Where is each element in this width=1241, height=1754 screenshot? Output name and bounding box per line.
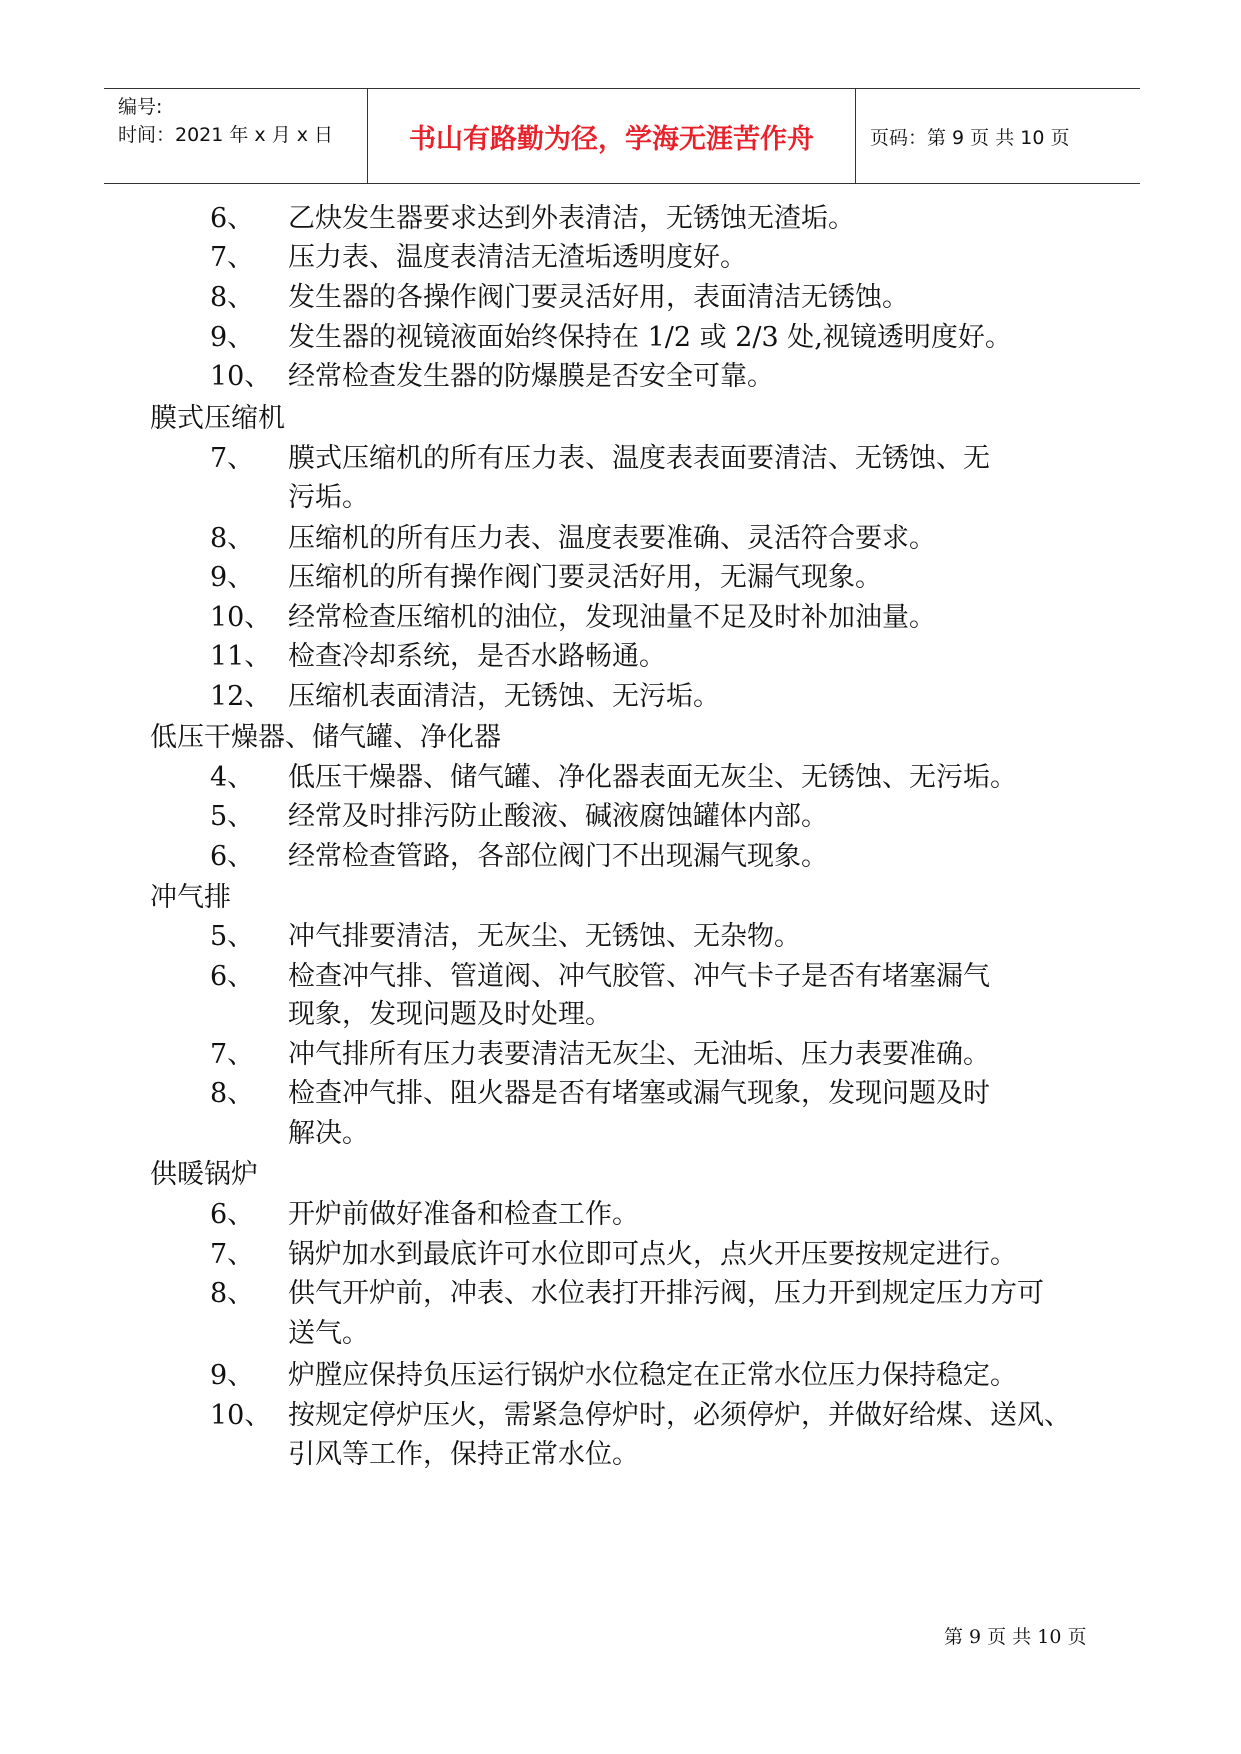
list-item-number: 8、: [210, 282, 255, 313]
list-item-number: 7、: [210, 242, 255, 273]
list-item-number: 6、: [210, 961, 255, 992]
list-item-number: 5、: [210, 801, 255, 832]
list-item-text: 检查冲气排、管道阀、冲气胶管、冲气卡子是否有堵塞漏气: [288, 961, 990, 992]
list-item-number: 5、: [210, 921, 255, 952]
list-item-number: 4、: [210, 762, 255, 793]
list-item-number: 8、: [210, 523, 255, 554]
list-item-text: 经常检查管路，各部位阀门不出现漏气现象。: [288, 841, 828, 872]
list-item-text: 检查冲气排、阻火器是否有堵塞或漏气现象，发现问题及时: [288, 1078, 990, 1109]
list-item-text: 炉膛应保持负压运行锅炉水位稳定在正常水位压力保持稳定。: [288, 1360, 1017, 1391]
list-item-number: 10、: [210, 602, 272, 633]
list-item-number: 6、: [210, 203, 255, 234]
header-motto-cell: [368, 89, 856, 183]
list-item-number: 9、: [210, 562, 255, 593]
serial-label: 编号:: [118, 96, 163, 118]
list-item-text: 膜式压缩机的所有压力表、温度表表面要清洁、无锈蚀、无: [288, 443, 990, 474]
list-item-number: 7、: [210, 443, 255, 474]
list-item-number: 7、: [210, 1039, 255, 1070]
list-item-text: 锅炉加水到最底许可水位即可点火，点火开压要按规定进行。: [288, 1239, 1017, 1270]
list-item-text: 现象，发现问题及时处理。: [288, 999, 612, 1030]
section-heading: 冲气排: [150, 882, 231, 913]
list-item-text: 按规定停炉压火，需紧急停炉时，必须停炉，并做好给煤、送风、: [288, 1400, 1071, 1431]
header-page-cell: [856, 89, 1140, 183]
header-page-number: 页码：第 9 页 共 10 页: [870, 126, 1070, 149]
list-item-number: 9、: [210, 1360, 255, 1391]
list-item-number: 6、: [210, 1199, 255, 1230]
list-item-number: 11、: [210, 641, 272, 672]
list-item-text: 经常检查发生器的防爆膜是否安全可靠。: [288, 361, 774, 392]
list-item-text: 污垢。: [288, 482, 369, 513]
list-item-text: 开炉前做好准备和检查工作。: [288, 1199, 639, 1230]
list-item-text: 检查冷却系统，是否水路畅通。: [288, 641, 666, 672]
list-item-number: 10、: [210, 361, 272, 392]
list-item-text: 压力表、温度表清洁无渣垢透明度好。: [288, 242, 747, 273]
list-item-text: 乙炔发生器要求达到外表清洁，无锈蚀无渣垢。: [288, 203, 855, 234]
list-item-text: 低压干燥器、储气罐、净化器表面无灰尘、无锈蚀、无污垢。: [288, 762, 1017, 793]
list-item-text: 供气开炉前，冲表、水位表打开排污阀，压力开到规定压力方可: [288, 1278, 1044, 1309]
section-heading: 供暖锅炉: [150, 1159, 258, 1190]
list-item-text: 经常检查压缩机的油位，发现油量不足及时补加油量。: [288, 602, 936, 633]
page-header: [104, 88, 1140, 184]
list-item-text: 解决。: [288, 1118, 369, 1149]
list-item-text: 冲气排所有压力表要清洁无灰尘、无油垢、压力表要准确。: [288, 1039, 990, 1070]
list-item-number: 9、: [210, 322, 255, 353]
list-item-text: 冲气排要清洁，无灰尘、无锈蚀、无杂物。: [288, 921, 801, 952]
header-meta: [104, 89, 368, 183]
section-heading: 低压干燥器、储气罐、净化器: [150, 722, 501, 753]
time-label: 时间：2021 年 x 月 x 日: [118, 124, 334, 146]
list-item-text: 压缩机的所有操作阀门要灵活好用，无漏气现象。: [288, 562, 882, 593]
list-item-text: 发生器的各操作阀门要灵活好用，表面清洁无锈蚀。: [288, 282, 909, 313]
list-item-text: 送气。: [288, 1318, 369, 1349]
list-item-number: 10、: [210, 1400, 272, 1431]
list-item-text: 引风等工作，保持正常水位。: [288, 1439, 639, 1470]
header-motto: 书山有路勤为径，学海无涯苦作舟: [409, 123, 814, 155]
list-item-number: 7、: [210, 1239, 255, 1270]
list-item-text: 压缩机表面清洁，无锈蚀、无污垢。: [288, 681, 720, 712]
list-item-text: 发生器的视镜液面始终保持在 1/2 或 2/3 处,视镜透明度好。: [288, 322, 1012, 353]
list-item-text: 经常及时排污防止酸液、碱液腐蚀罐体内部。: [288, 801, 828, 832]
section-heading: 膜式压缩机: [150, 403, 285, 434]
list-item-number: 6、: [210, 841, 255, 872]
list-item-number: 8、: [210, 1078, 255, 1109]
list-item-number: 8、: [210, 1278, 255, 1309]
page-footer: 第 9 页 共 10 页: [944, 1626, 1087, 1648]
list-item-text: 压缩机的所有压力表、温度表要准确、灵活符合要求。: [288, 523, 936, 554]
list-item-number: 12、: [210, 681, 272, 712]
